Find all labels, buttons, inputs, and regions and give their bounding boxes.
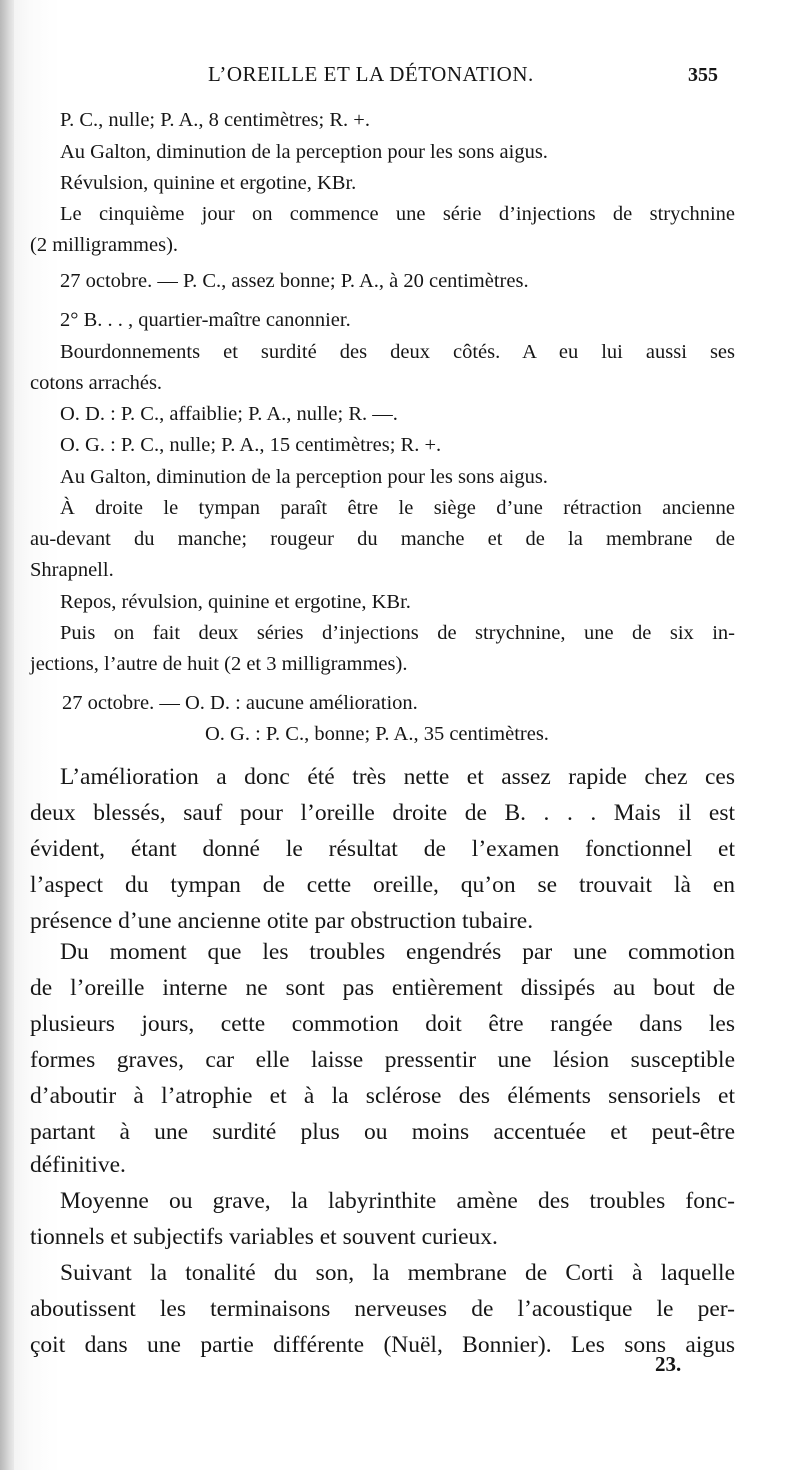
body-line: l’aspect du tympan de cette oreille, qu’on se trouvait là en	[30, 872, 735, 898]
body-line: Suivant la tonalité du son, la membrane de Corti à laquelle	[60, 1260, 735, 1286]
case-note-line: Puis on fait deux séries d’injections de strychnine, une de six in-	[60, 622, 735, 644]
case-note-line: Au Galton, diminution de la perception pour les sons aigus.	[60, 466, 548, 488]
body-line: deux blessés, sauf pour l’oreille droite de B. . . . Mais il est	[30, 800, 735, 826]
case-note-line: 27 octobre. — O. D. : aucune amélioration.	[62, 692, 418, 714]
case-note-line: Bourdonnements et surdité des deux côtés. A eu lui aussi ses	[60, 341, 735, 363]
case-note-line: Le cinquième jour on commence une série d’injections de strychnine	[60, 203, 735, 225]
body-line: de l’oreille interne ne sont pas entièrement dissipés au bout de	[30, 975, 735, 1001]
signature-mark: 23.	[655, 1352, 682, 1376]
body-line: présence d’une ancienne otite par obstruction tubaire.	[30, 908, 534, 934]
case-note-line: jections, l’autre de huit (2 et 3 milligrammes).	[30, 653, 408, 675]
body-line: L’amélioration a donc été très nette et assez rapide chez ces	[60, 764, 735, 790]
case-note-line: 2° B. . . , quartier-maître canonnier.	[60, 309, 351, 331]
running-title: L’OREILLE ET LA DÉTONATION.	[208, 62, 534, 86]
binding-gutter	[0, 0, 14, 1470]
body-line: aboutissent les terminaisons nerveuses de l’acoustique le per-	[30, 1296, 735, 1322]
case-note-line: À droite le tympan paraît être le siège d’une rétraction ancienne	[60, 497, 735, 519]
body-line: d’aboutir à l’atrophie et à la sclérose des éléments sensoriels et	[30, 1083, 735, 1109]
body-line: évident, étant donné le résultat de l’examen fonctionnel et	[30, 836, 735, 862]
body-line: définitive.	[30, 1152, 126, 1178]
body-line: partant à une surdité plus ou moins accentuée et peut-être	[30, 1119, 735, 1145]
case-note-line: (2 milligrammes).	[30, 234, 179, 256]
body-line: Du moment que les troubles engendrés par une commotion	[60, 939, 735, 965]
case-note-line: Au Galton, diminution de la perception pour les sons aigus.	[60, 141, 548, 163]
case-note-line: O. D. : P. C., affaiblie; P. A., nulle; R. —.	[60, 403, 398, 425]
case-note-line: Révulsion, quinine et ergotine, KBr.	[60, 172, 357, 194]
body-line: formes graves, car elle laisse pressentir une lésion susceptible	[30, 1047, 735, 1073]
body-line: tionnels et subjectifs variables et souvent curieux.	[30, 1224, 498, 1250]
page-header	[0, 60, 800, 90]
case-note-line: Repos, révulsion, quinine et ergotine, KBr.	[60, 591, 411, 613]
case-note-line: Shrapnell.	[30, 559, 114, 581]
body-line: çoit dans une partie différente (Nuël, Bonnier). Les sons aigus	[30, 1332, 735, 1358]
case-note-line: 27 octobre. — P. C., assez bonne; P. A., à 20 centimètres.	[60, 270, 529, 292]
body-line: Moyenne ou grave, la labyrinthite amène des troubles fonc-	[60, 1188, 735, 1214]
case-note-line: cotons arrachés.	[30, 372, 163, 394]
case-note-line: P. C., nulle; P. A., 8 centimètres; R. +.	[60, 109, 370, 131]
case-note-line: O. G. : P. C., bonne; P. A., 35 centimètres.	[205, 723, 549, 745]
body-line: plusieurs jours, cette commotion doit être rangée dans les	[30, 1011, 735, 1037]
page-number: 355	[688, 64, 718, 86]
case-note-line: au-devant du manche; rougeur du manche et de la membrane de	[30, 528, 735, 550]
case-note-line: O. G. : P. C., nulle; P. A., 15 centimètres; R. +.	[60, 434, 442, 456]
